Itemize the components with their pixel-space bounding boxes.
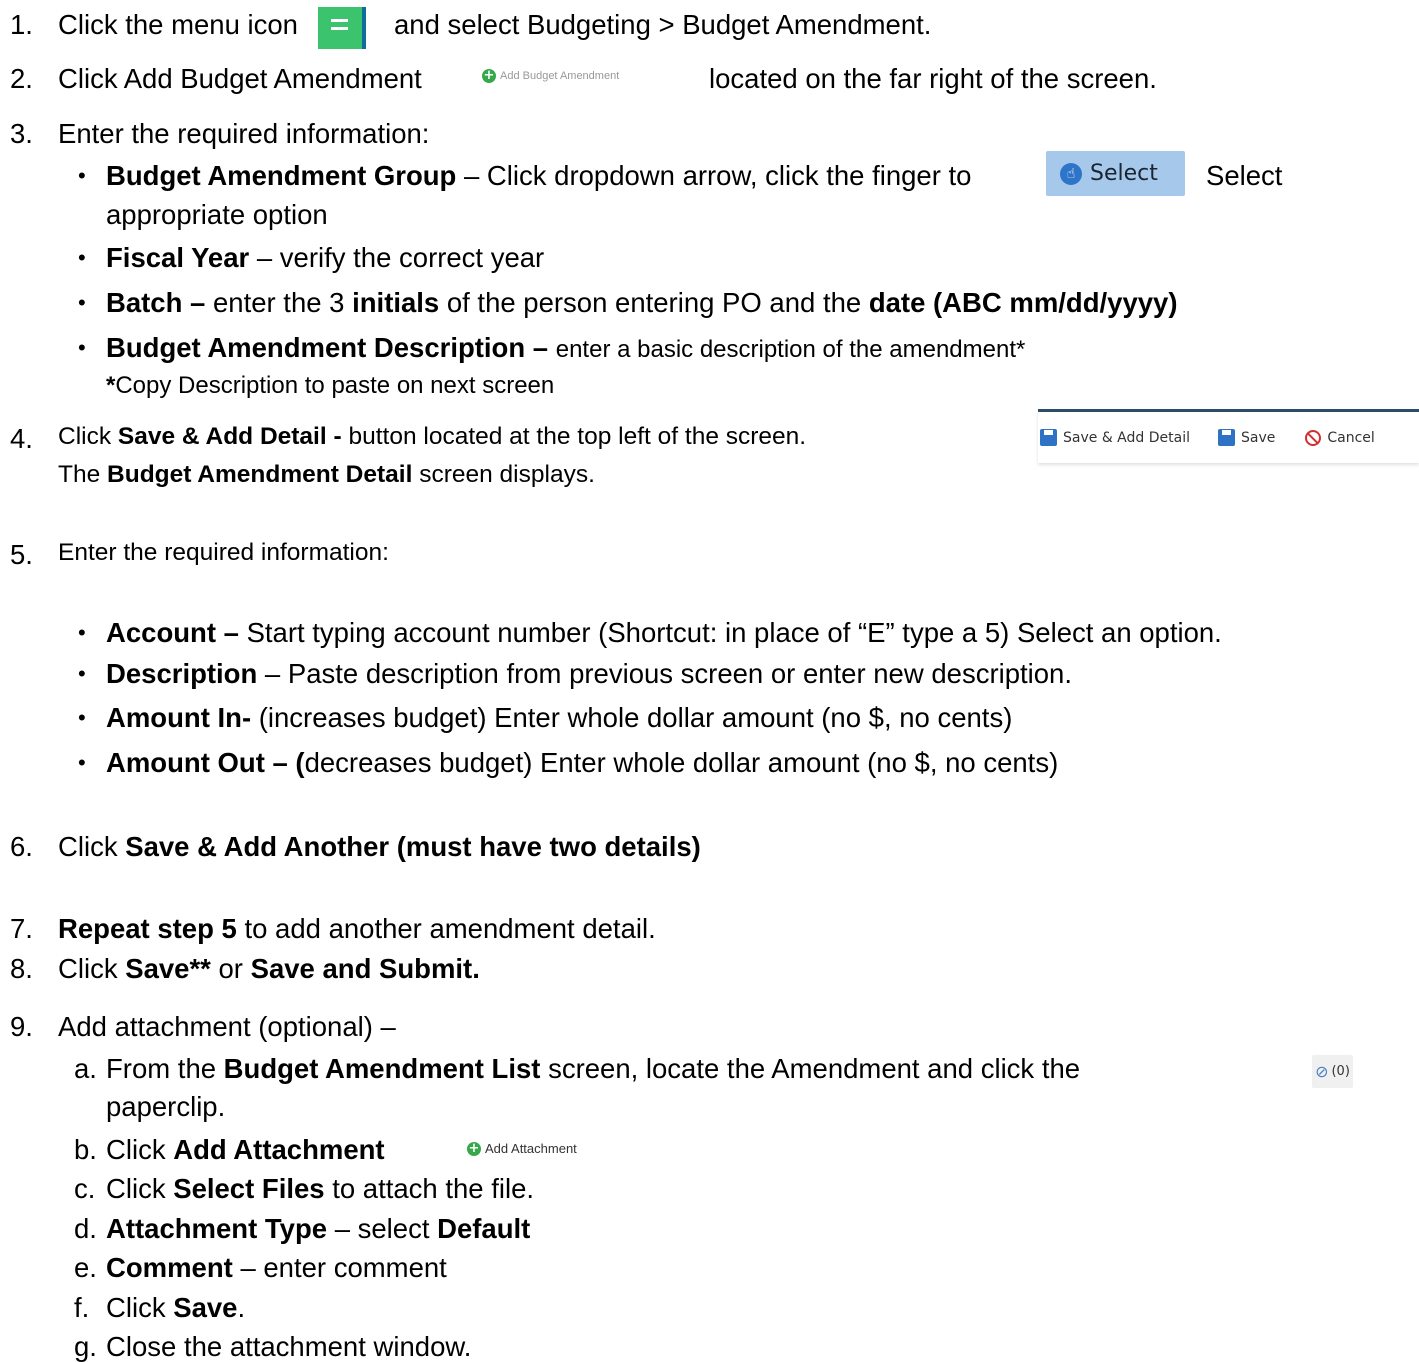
bullet: • (78, 245, 86, 270)
step-9a-letter: a. (74, 1053, 97, 1084)
add-budget-amendment-label: Add Budget Amendment (500, 70, 620, 82)
step-8-number: 8. (10, 953, 33, 984)
save-label: Save (1240, 429, 1276, 446)
step-3-bullet-3: Batch – enter the 3 initials of the person entering PO and the date (ABC mm/dd/yyyy) (106, 287, 1178, 318)
step-3-bullet-4-note: *Copy Description to paste on next screen (106, 372, 555, 399)
save-add-detail-item (1040, 429, 1190, 446)
save-add-detail-label: Save & Add Detail (1063, 429, 1190, 446)
step-5-bullet-3: Amount In- (increases budget) Enter whole dollar amount (no $, no cents) (106, 702, 1013, 733)
step-7-number: 7. (10, 913, 33, 944)
step-9b-text: Click Add Attachment (106, 1134, 385, 1165)
bullet: • (78, 705, 86, 730)
step-6-number: 6. (10, 831, 33, 862)
paperclip-icon: ⊘ (1315, 1062, 1329, 1081)
step-9e-letter: e. (74, 1252, 97, 1283)
step-9d-text: Attachment Type – select Default (106, 1213, 531, 1244)
select-label: Select (1090, 161, 1158, 186)
step-9c-letter: c. (74, 1173, 96, 1204)
step-1-text-cont: and select Budgeting > Budget Amendment. (394, 9, 932, 40)
step-2-number: 2. (10, 63, 33, 94)
step-5-bullet-2: Description – Paste description from previous screen or enter new description. (106, 658, 1072, 689)
bullet: • (78, 620, 86, 645)
bullet: • (78, 163, 86, 188)
step-4-text: Click Save & Add Detail - button located at the top left of the screen. (58, 423, 807, 450)
attachment-count: (0) (1331, 1064, 1350, 1079)
cancel-item (1305, 430, 1374, 446)
bullet: • (78, 750, 86, 775)
cancel-icon (1305, 430, 1321, 446)
add-attachment-label: Add Attachment (485, 1141, 577, 1156)
step-9b-letter: b. (74, 1134, 97, 1165)
save-icon (1218, 429, 1235, 446)
step-1-number: 1. (10, 9, 33, 40)
step-3-bullet-2: Fiscal Year – verify the correct year (106, 242, 545, 273)
step-5-bullet-1: Account – Start typing account number (Shortcut: in place of “E” type a 5) Select an option. (106, 617, 1222, 648)
step-7-text: Repeat step 5 to add another amendment detail. (58, 913, 656, 944)
add-budget-amendment-link (482, 69, 619, 83)
cancel-label: Cancel (1327, 429, 1375, 446)
step-9-number: 9. (10, 1011, 33, 1042)
step-9g-letter: g. (74, 1331, 97, 1362)
plus-icon: + (483, 68, 495, 83)
step-5-text: Enter the required information: (58, 539, 389, 566)
step-9d-letter: d. (74, 1213, 97, 1244)
plus-icon: + (468, 1140, 480, 1156)
menu-icon (318, 7, 366, 49)
select-button (1046, 151, 1185, 196)
save-add-icon (1040, 429, 1057, 446)
step-1-text: Click the menu icon (58, 9, 298, 40)
step-3-text: Enter the required information: (58, 118, 430, 149)
step-9e-text: Comment – enter comment (106, 1252, 447, 1283)
step-5-number: 5. (10, 539, 33, 570)
step-2-text-cont: located on the far right of the screen. (709, 63, 1157, 94)
add-attachment-link (467, 1141, 577, 1156)
step-9c-text: Click Select Files to attach the file. (106, 1173, 535, 1204)
step-3-bullet-1-cont: appropriate option (106, 199, 328, 230)
step-4-number: 4. (10, 423, 33, 454)
step-3-number: 3. (10, 118, 33, 149)
step-3-bullet-4: Budget Amendment Description – enter a basic description of the amendment* (106, 332, 1026, 363)
step-6-text: Click Save & Add Another (must have two details) (58, 831, 701, 862)
bullet: • (78, 661, 86, 686)
step-9a-text-cont: paperclip. (106, 1091, 226, 1122)
step-2-text: Click Add Budget Amendment (58, 63, 422, 94)
step-4-text-2: The Budget Amendment Detail screen displays. (58, 461, 595, 488)
step-5-bullet-4: Amount Out – (decreases budget) Enter whole dollar amount (no $, no cents) (106, 747, 1059, 778)
step-3-bullet-1: Budget Amendment Group – Click dropdown arrow, click the finger to (106, 160, 972, 191)
step-3-bullet-1-after: Select (1206, 160, 1283, 191)
paperclip-button (1312, 1055, 1353, 1088)
finger-icon: ☝ (1060, 163, 1082, 185)
step-9-text: Add attachment (optional) – (58, 1011, 396, 1042)
step-9a-text: From the Budget Amendment List screen, locate the Amendment and click the (106, 1053, 1081, 1084)
step-9f-letter: f. (74, 1292, 90, 1323)
bullet: • (78, 290, 86, 315)
step-9g-text: Close the attachment window. (106, 1331, 472, 1362)
save-item (1218, 429, 1275, 446)
bullet: • (78, 335, 86, 360)
step-8-text: Click Save** or Save and Submit. (58, 953, 480, 984)
toolbar-image (1038, 409, 1419, 463)
step-9f-text: Click Save. (106, 1292, 246, 1323)
